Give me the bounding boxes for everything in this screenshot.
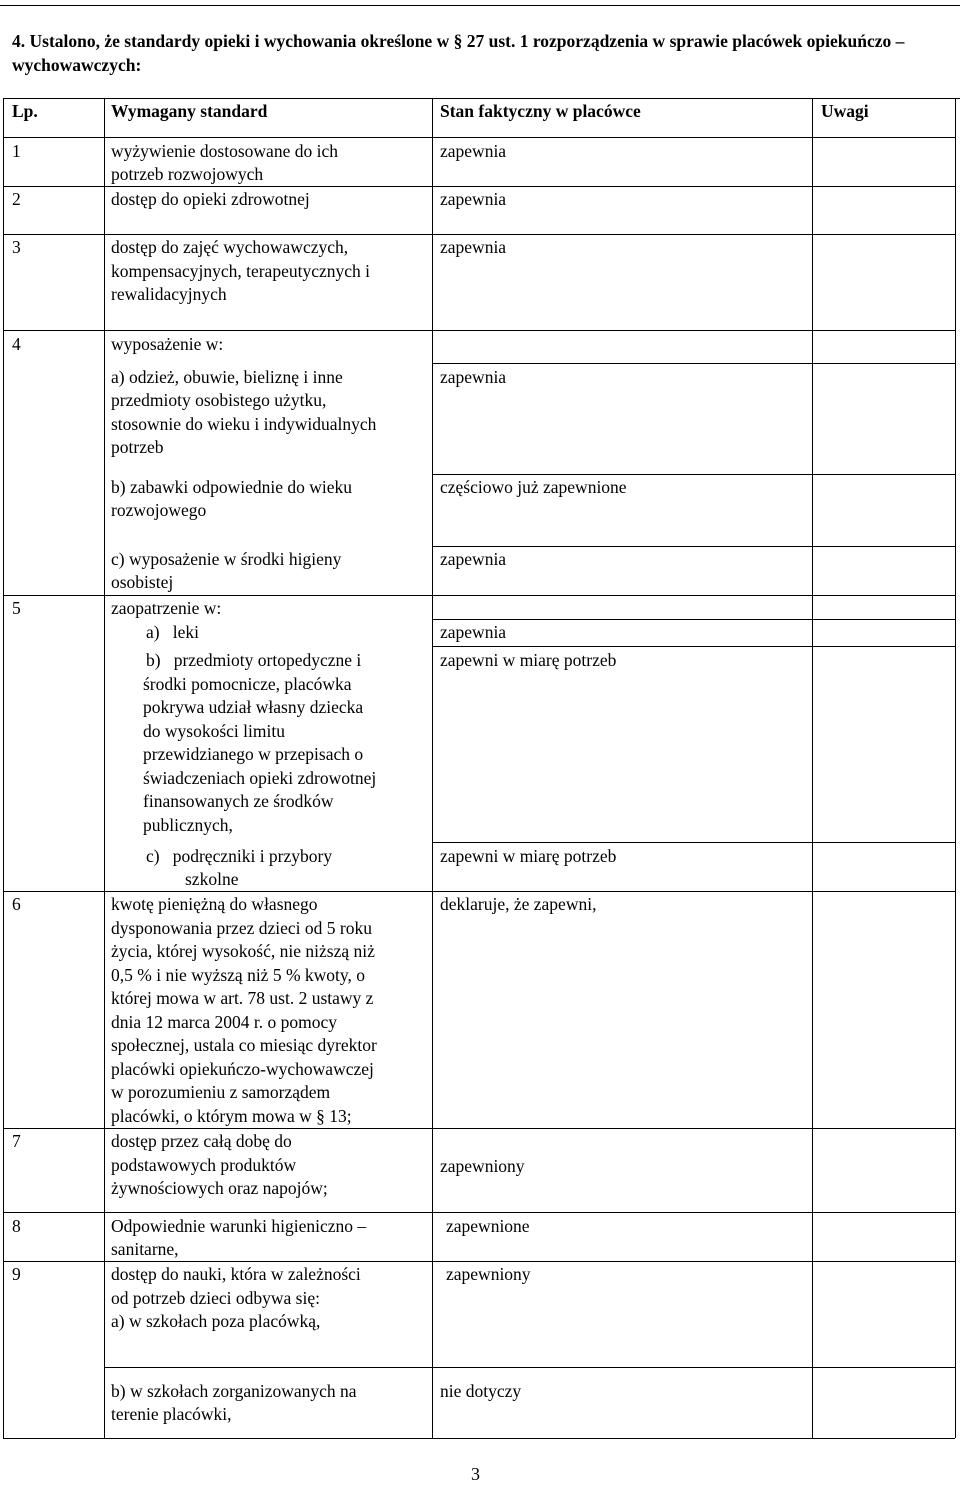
table-rule	[812, 98, 813, 1438]
status-text: zapewniony	[446, 1264, 531, 1284]
standard-text: 0,5 % i nie wyższą niż 5 % kwoty, o	[111, 965, 366, 985]
table-rule	[104, 98, 105, 1438]
standard-text: dnia 12 marca 2004 r. o pomocy	[111, 1012, 337, 1032]
table-rule	[432, 546, 955, 547]
standard-text: podstawowych produktów	[111, 1155, 297, 1175]
standard-text: dostęp do nauki, która w zależności	[111, 1264, 361, 1284]
status-text: częściowo już zapewnione	[440, 477, 627, 497]
standard-text: a) leki	[146, 622, 199, 642]
row-number: 1	[12, 141, 21, 161]
row-number: 7	[12, 1131, 21, 1151]
standard-text: wyżywienie dostosowane do ich	[111, 141, 338, 161]
standard-text: życia, której wysokość, nie niższą niż	[111, 941, 375, 961]
table-border	[955, 98, 956, 1438]
standard-text: dostęp do zajęć wychowawczych,	[111, 237, 349, 257]
status-text: zapewni w miarę potrzeb	[440, 650, 617, 670]
standard-text: zaopatrzenie w:	[111, 598, 222, 618]
status-text: zapewnia	[440, 189, 507, 209]
standard-text: c) wyposażenie w środki higieny	[111, 549, 342, 569]
standard-text: publicznych,	[143, 815, 233, 835]
status-text: zapewnia	[440, 141, 507, 161]
standard-text: rozwojowego	[111, 500, 207, 520]
row-number: 6	[12, 894, 21, 914]
standard-text: a) odzież, obuwie, bieliznę i inne	[111, 367, 343, 387]
status-text: zapewnia	[440, 549, 507, 569]
standard-text: osobistej	[111, 572, 174, 592]
table-rule	[432, 646, 955, 647]
standard-text: społecznej, ustala co miesiąc dyrektor	[111, 1035, 377, 1055]
table-rule	[104, 1367, 955, 1368]
status-text: zapewnia	[440, 367, 507, 387]
standard-text: rewalidacyjnych	[111, 284, 227, 304]
standard-text: wyposażenie w:	[111, 334, 224, 354]
standard-text: żywnościowych oraz napojów;	[111, 1178, 328, 1198]
status-text: deklaruje, że zapewni,	[440, 894, 597, 914]
standard-text: terenie placówki,	[111, 1404, 232, 1424]
standard-text: sanitarne,	[111, 1239, 179, 1259]
standard-text: w porozumieniu z samorządem	[111, 1082, 331, 1102]
page-number: 3	[471, 1464, 480, 1484]
standard-text: do wysokości limitu	[143, 721, 285, 741]
section-heading: 4. Ustalono, że standardy opieki i wychowania określone w § 27 ust. 1 rozporządzenia w sprawie placówek opiekuńczo – wychowawczych:	[12, 31, 905, 75]
row-number: 9	[12, 1264, 21, 1284]
standard-text: stosownie do wieku i indywidualnych	[111, 414, 377, 434]
standard-text: Odpowiednie warunki higieniczno –	[111, 1216, 367, 1236]
top-rule	[0, 5, 960, 6]
standard-text: przedmioty osobistego użytku,	[111, 390, 327, 410]
standard-text: a) w szkołach poza placówką,	[111, 1311, 321, 1331]
standard-text: c) podręczniki i przybory	[146, 846, 333, 866]
standard-text: środki pomocnicze, placówka	[143, 674, 352, 694]
table-rule	[432, 619, 955, 620]
standard-text: potrzeb	[111, 437, 164, 457]
standard-text: szkolne	[185, 869, 239, 889]
standard-text: kompensacyjnych, terapeutycznych i	[111, 261, 370, 281]
standard-text: świadczeniach opieki zdrowotnej	[143, 768, 377, 788]
row-number: 4	[12, 334, 21, 354]
row-number: 2	[12, 189, 21, 209]
table-rule	[432, 474, 955, 475]
standard-text: placówki opiekuńczo-wychowawczej	[111, 1059, 374, 1079]
status-text: zapewni w miarę potrzeb	[440, 846, 617, 866]
standard-text: b) przedmioty ortopedyczne i	[146, 650, 362, 670]
table-border	[3, 98, 4, 1438]
table-border	[3, 98, 960, 99]
header-lp: Lp.	[12, 101, 38, 121]
standard-text: dostęp do opieki zdrowotnej	[111, 189, 310, 209]
standard-text: b) zabawki odpowiednie do wieku	[111, 477, 353, 497]
row-number: 3	[12, 237, 21, 257]
standard-text: której mowa w art. 78 ust. 2 ustawy z	[111, 988, 374, 1008]
standard-text: finansowanych ze środków	[143, 791, 334, 811]
row-number: 8	[12, 1216, 21, 1236]
table-border	[3, 1438, 955, 1439]
table-rule	[432, 842, 955, 843]
status-text: nie dotyczy	[440, 1381, 522, 1401]
status-text: zapewnia	[440, 237, 507, 257]
standard-text: od potrzeb dzieci odbywa się:	[111, 1288, 320, 1308]
standard-text: pokrywa udział własny dziecka	[143, 697, 364, 717]
table-rule	[432, 363, 955, 364]
header-stan: Stan faktyczny w placówce	[440, 101, 641, 121]
status-text: zapewniony	[440, 1156, 525, 1176]
standard-text: placówki, o którym mowa w § 13;	[111, 1106, 352, 1126]
row-number: 5	[12, 598, 21, 618]
standard-text: b) w szkołach zorganizowanych na	[111, 1381, 357, 1401]
standard-text: kwotę pieniężną do własnego	[111, 894, 318, 914]
standard-text: dysponowania przez dzieci od 5 roku	[111, 918, 372, 938]
status-text: zapewnione	[446, 1216, 530, 1236]
header-uwagi: Uwagi	[821, 101, 869, 121]
standard-text: przewidzianego w przepisach o	[143, 744, 364, 764]
table-rule	[432, 98, 433, 1438]
standard-text: potrzeb rozwojowych	[111, 164, 264, 184]
status-text: zapewnia	[440, 622, 507, 642]
header-standard: Wymagany standard	[111, 101, 268, 121]
standard-text: dostęp przez całą dobę do	[111, 1131, 292, 1151]
